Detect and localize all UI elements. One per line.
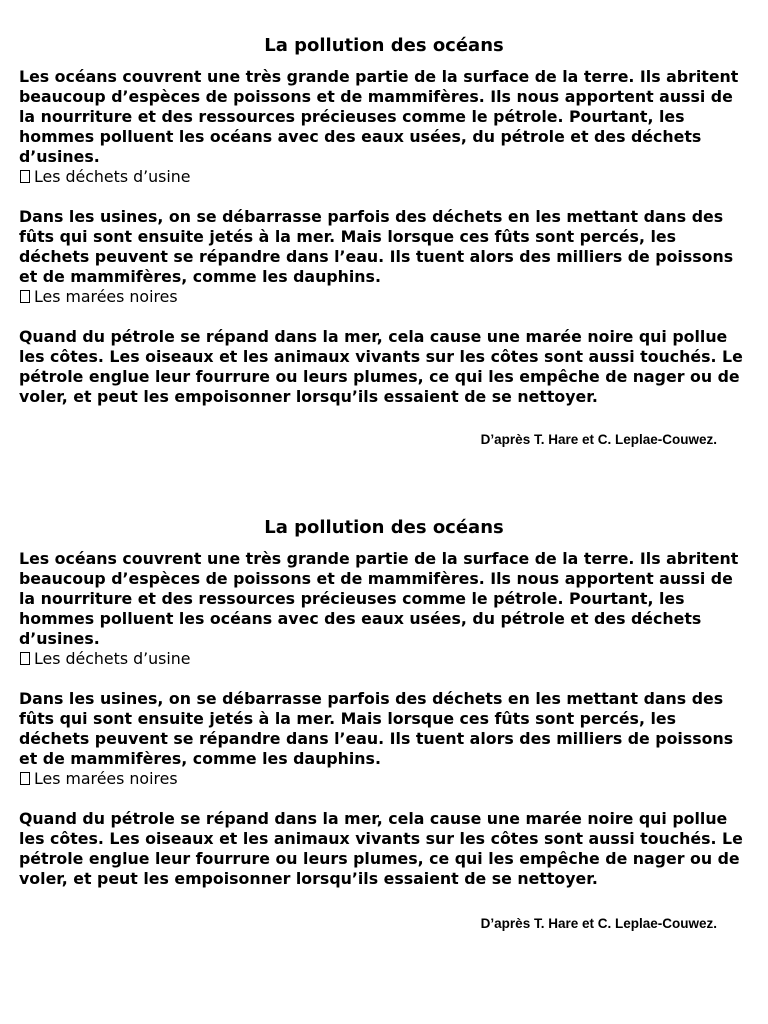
missing-glyph-box-icon <box>20 652 30 665</box>
document-title: La pollution des océans <box>264 517 504 538</box>
section-heading-oil-spills <box>19 287 749 307</box>
paragraph-intro: Les océans couvrent une très grande partie de la surface de la terre. Ils abritent beaucoup d’espèces de poissons et de mammifères. Ils nous apportent aussi de la nourriture et des ressources précieuses comme le pétrole. Pourtant, les hommes polluent les océans avec des eaux usées, du pétrole et des déchets d’usines. <box>19 67 739 166</box>
section-heading-label: Les marées noires <box>34 769 178 788</box>
section-heading-oil-spills <box>19 769 749 789</box>
text-copy-1 <box>0 34 768 447</box>
section-heading-label: Les déchets d’usine <box>34 167 191 186</box>
missing-glyph-box-icon <box>20 170 30 183</box>
document-body <box>19 549 749 889</box>
paragraph-intro: Les océans couvrent une très grande partie de la surface de la terre. Ils abritent beaucoup d’espèces de poissons et de mammifères. Ils nous apportent aussi de la nourriture et des ressources précieuses comme le pétrole. Pourtant, les hommes polluent les océans avec des eaux usées, du pétrole et des déchets d’usines. <box>19 549 739 648</box>
paragraph-oil-spills: Quand du pétrole se répand dans la mer, cela cause une marée noire qui pollue les côtes. Les oiseaux et les animaux vivants sur les côtes sont aussi touchés. Le pétrole englue leur fourrure ou leurs plumes, ce qui les empêche de nager ou de voler, et peut les empoisonner lorsqu’ils essaient de se nettoyer. <box>19 327 743 406</box>
paragraph-factory-waste: Dans les usines, on se débarrasse parfois des déchets en les mettant dans des fûts qui sont ensuite jetés à la mer. Mais lorsque ces fûts sont percés, les déchets peuvent se répandre dans l’eau. Ils tuent alors des milliers de poissons et de mammifères, comme les dauphins. <box>19 207 734 286</box>
text-copy-2 <box>0 516 768 931</box>
section-heading-label: Les déchets d’usine <box>34 649 191 668</box>
missing-glyph-box-icon <box>20 772 30 785</box>
source-credit: D’après T. Hare et C. Leplae-Couwez. <box>480 432 717 447</box>
paragraph-oil-spills: Quand du pétrole se répand dans la mer, cela cause une marée noire qui pollue les côtes. Les oiseaux et les animaux vivants sur les côtes sont aussi touchés. Le pétrole englue leur fourrure ou leurs plumes, ce qui les empêche de nager ou de voler, et peut les empoisonner lorsqu’ils essaient de se nettoyer. <box>19 809 743 888</box>
source-credit: D’après T. Hare et C. Leplae-Couwez. <box>480 916 717 931</box>
missing-glyph-box-icon <box>20 290 30 303</box>
paragraph-factory-waste: Dans les usines, on se débarrasse parfois des déchets en les mettant dans des fûts qui sont ensuite jetés à la mer. Mais lorsque ces fûts sont percés, les déchets peuvent se répandre dans l’eau. Ils tuent alors des milliers de poissons et de mammifères, comme les dauphins. <box>19 689 734 768</box>
section-heading-factory-waste <box>19 649 749 669</box>
document-body <box>19 67 749 407</box>
section-heading-label: Les marées noires <box>34 287 178 306</box>
document-title: La pollution des océans <box>264 35 504 56</box>
section-heading-factory-waste <box>19 167 749 187</box>
